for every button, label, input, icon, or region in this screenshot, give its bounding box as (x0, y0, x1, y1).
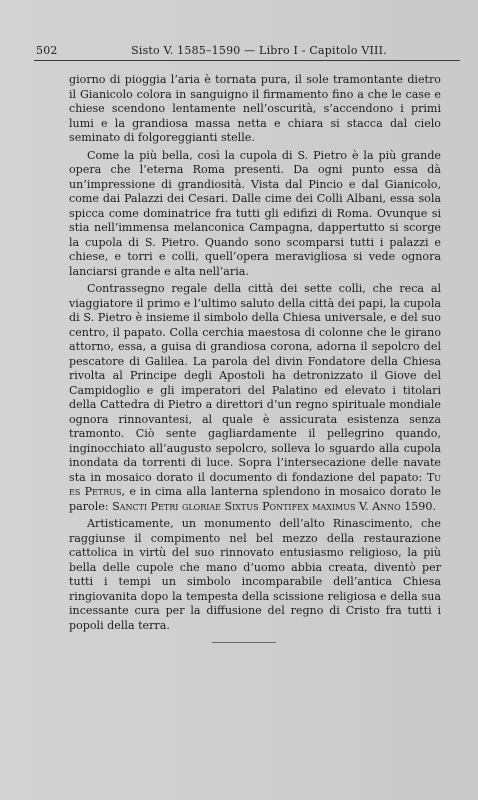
body-text (69, 73, 441, 636)
paragraph-3 (69, 282, 441, 514)
paragraph-1-text: giorno di pioggia l’aria è tornata pura, il sole tramontante dietro il Gianicolo colora in sanguigno il firmamento fino a che le case e chiese scendono lentamente nell’oscurità, s’accendono i primi lumi e la grandiosa massa netta e chiara si stacca dal cielo seminato di folgoreggianti stelle. (69, 73, 441, 144)
paragraph-2 (69, 149, 441, 280)
paragraph-4-text: Artisticamente, un monumento dell’alto Rinascimento, che raggiunse il compimento nel bel mezzo della restaurazione cattolica in virtù del suo rinnovato entusiasmo religioso, la più bella delle cupole che mano d’uomo abbia creata, diventò per tutti i tempi un simbolo incomparabile dell’antica Chiesa ringiovanita dopo la tempesta della scissione religiosa e della sua incessante cura per la diffusione del regno di Cristo fra tutti i popoli della terra. (69, 517, 441, 632)
paragraph-1 (69, 73, 441, 146)
paragraph-3-text-end: . (432, 499, 436, 513)
paragraph-4 (69, 517, 441, 633)
page-number: 502 (36, 43, 58, 57)
inscription-lantern: Sancti Petri gloriae Sixtus Pontifex maximus V. Anno 1590 (112, 499, 433, 513)
paragraph-2-text: Come la più bella, così la cupola di S. Pietro è la più grande opera che l’eterna Roma presenti. Da ogni punto essa dà un’impressione di grandiosità. Vista dal Pincio e dal Gianicolo, come dai Palazzi dei Cesari. Dalle cime dei Colli Albani, essa sola spicca come dominatrice fra tutti gli edifizi di Roma. Ovunque si stia nell’immensa melanconica Campagna, dappertutto si scorge la cupola di S. Pietro. Quando sono scomparsi tutti i palazzi e chiese, e torri e colli, quell’opera meravigliosa si vede ognora lanciarsi grande e alta nell’aria. (69, 148, 441, 278)
closing-rule (212, 642, 276, 643)
header-rule (34, 60, 460, 61)
paragraph-3-text: Contrassegno regale della città dei sette colli, che reca al viaggiatore il primo e l’ultimo saluto della città dei papi, la cupola di S. Pietro è insieme il simbolo della Chiesa universale, e del suo centro, il papato. Colla cerchia maestosa di colonne che le girano attorno, essa, a guisa di grandiosa corona, adorna il sepolcro del pescatore di Galilea. La parola del divin Fondatore della Chiesa rivolta al Principe degli Apostoli ha detronizzato il Giove del Campidoglio e gli imperatori del Palatino ed elevato i titolari della Cattedra di Pietro a direttori d’un regno spirituale mondiale ognora rinnovantesi, al quale è assicurata esistenza senza tramonto. Ciò sente gagliardamente il pellegrino quando, inginocchiato all’augusto sepolcro, solleva lo sguardo alla cupola inondata da torrenti di luce. Sopra l’intersecazione delle navate sta in mosaico dorato il documento di fondazione del papato: (69, 282, 441, 484)
paragraph-3-text-cont: , e in cima alla lanterna splendono in mosaico dorato le parole: (69, 485, 442, 513)
running-head: Sisto V. 1585–1590 — Libro I - Capitolo VIII. (131, 43, 387, 57)
inscription-tu-es-petrus: Tu es Petrus (69, 470, 441, 498)
page-header (36, 42, 456, 58)
